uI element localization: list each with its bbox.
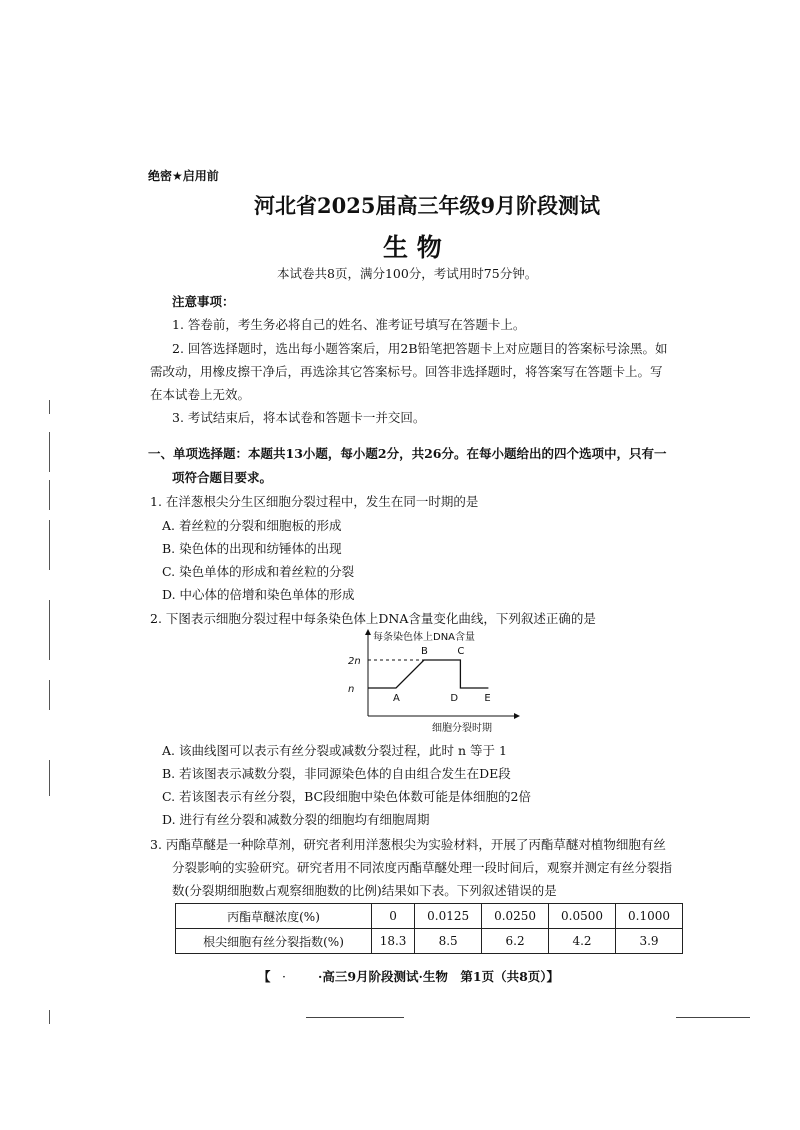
q2-option-c: C. 若该图表示有丝分裂，BC段细胞中染色体数可能是体细胞的2倍	[162, 789, 532, 804]
note-2: 2. 回答选择题时，选出每小题答案后，用2B铅笔把答题卡上对应题目的答案标号涂黑。如	[172, 341, 668, 356]
footer-rule	[676, 1017, 750, 1018]
note-1: 1. 答卷前，考生务必将自己的姓名、准考证号填写在答题卡上。	[172, 317, 526, 332]
herbicide-table	[175, 903, 683, 954]
q2-stem: 2. 下图表示细胞分裂过程中每条染色体上DNA含量变化曲线，下列叙述正确的是	[150, 611, 596, 626]
footer-bracket: 【	[258, 969, 271, 984]
q1-option-d: D. 中心体的倍增和染色单体的形成	[162, 587, 355, 602]
q1-stem: 1. 在洋葱根尖分生区细胞分裂过程中，发生在同一时期的是	[150, 494, 479, 509]
x-axis-label: 细胞分裂时期	[432, 723, 492, 734]
point-label-d: D	[450, 693, 459, 704]
section-heading: 一、单项选择题：本题共13小题，每小题2分，共26分。在每小题给出的四个选项中，只有一	[148, 446, 667, 461]
binding-mark	[49, 600, 50, 660]
binding-mark	[49, 432, 50, 472]
table-row	[176, 929, 683, 954]
q2-option-a: A. 该曲线图可以表示有丝分裂或减数分裂过程，此时 n 等于 1	[162, 743, 507, 758]
table-cell: 0.0500	[549, 904, 616, 929]
table-cell: 0.0250	[482, 904, 549, 929]
point-label-e: E	[484, 693, 491, 704]
binding-mark	[49, 680, 50, 710]
table-cell: 4.2	[549, 929, 616, 954]
q3-stem-end: 数(分裂期细胞数占观察细胞数的比例)结果如下表。下列叙述错误的是	[172, 883, 557, 898]
table-cell: 18.3	[372, 929, 415, 954]
note-2-end: 在本试卷上无效。	[150, 387, 251, 402]
table-cell: 3.9	[616, 929, 683, 954]
point-label-a: A	[393, 693, 400, 704]
y-tick-label: n	[348, 684, 355, 695]
exam-intro: 本试卷共8页，满分100分，考试用时75分钟。	[277, 266, 538, 281]
q1-option-b: B. 染色体的出现和纺锤体的出现	[162, 541, 342, 556]
footer-dot: ·	[282, 969, 286, 984]
subject-title: 生 物	[383, 233, 442, 262]
dna-curve	[368, 660, 488, 688]
y-axis-label: 每条染色体上DNA含量	[373, 632, 476, 643]
footer-page-info: ·高三9月阶段测试·生物 第1页（共8页）】	[318, 969, 560, 984]
binding-mark	[49, 400, 50, 414]
binding-mark	[49, 520, 50, 570]
binding-mark	[49, 1010, 50, 1024]
table-row	[176, 904, 683, 929]
q3-stem-cont: 分裂影响的实验研究。研究者用不同浓度丙酯草醚处理一段时间后，观察并测定有丝分裂指	[172, 860, 673, 875]
table-cell: 0.1000	[616, 904, 683, 929]
q3-stem: 3. 丙酯草醚是一种除草剂，研究者利用洋葱根尖为实验材料，开展了丙酯草醚对植物细胞有丝	[150, 837, 666, 852]
point-label-b: B	[421, 646, 428, 657]
notes-heading: 注意事项：	[172, 294, 235, 309]
dna-content-chart	[345, 628, 535, 738]
q1-option-a: A. 着丝粒的分裂和细胞板的形成	[162, 518, 342, 533]
section-heading-cont: 项符合题目要求。	[172, 470, 273, 485]
binding-mark	[49, 760, 50, 796]
table-cell: 8.5	[415, 929, 482, 954]
q1-option-c: C. 染色单体的形成和着丝粒的分裂	[162, 564, 355, 579]
table-header-cell: 丙酯草醚浓度(%)	[176, 904, 372, 929]
note-2-cont: 需改动，用橡皮擦干净后，再选涂其它答案标号。回答非选择题时，将答案写在答题卡上。写	[150, 364, 663, 379]
q2-option-d: D. 进行有丝分裂和减数分裂的细胞均有细胞周期	[162, 812, 430, 827]
table-header-cell: 根尖细胞有丝分裂指数(%)	[176, 929, 372, 954]
q2-option-b: B. 若该图表示减数分裂，非同源染色体的自由组合发生在DE段	[162, 766, 511, 781]
binding-mark	[49, 480, 50, 510]
table-cell: 0.0125	[415, 904, 482, 929]
table-cell: 6.2	[482, 929, 549, 954]
point-label-c: C	[457, 646, 465, 657]
table-cell: 0	[372, 904, 415, 929]
footer-rule	[306, 1017, 404, 1018]
confidential-label: 绝密★启用前	[148, 169, 219, 183]
y-tick-label: 2n	[348, 656, 361, 667]
note-3: 3. 考试结束后，将本试卷和答题卡一并交回。	[172, 410, 426, 425]
exam-title: 河北省2025届高三年级9月阶段测试	[254, 193, 601, 218]
